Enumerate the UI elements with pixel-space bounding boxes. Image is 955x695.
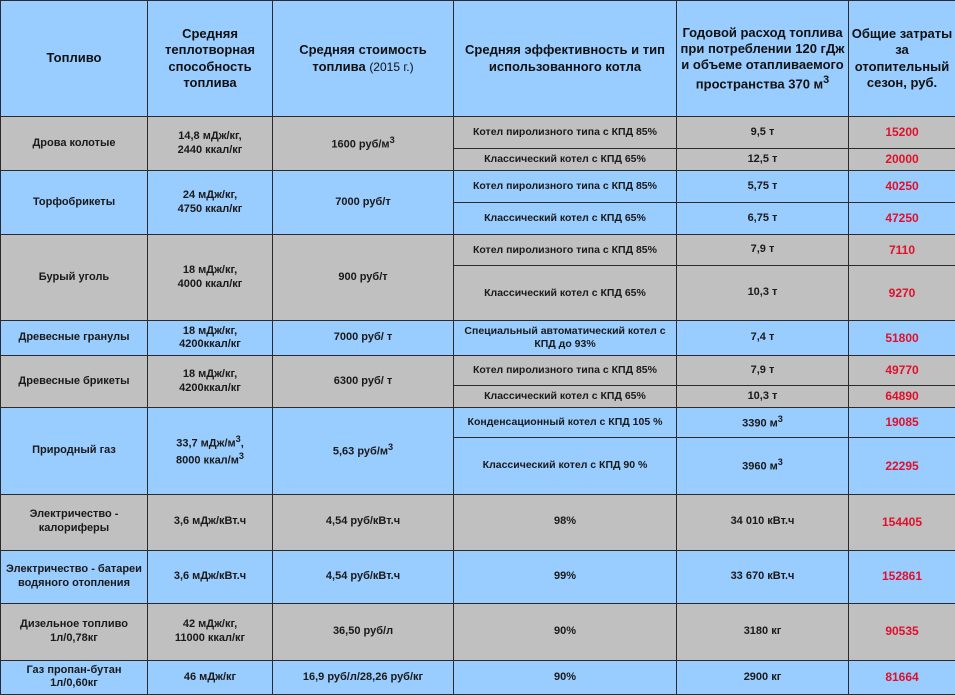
calorific-value: 18 мДж/кг, 4200ккал/кг xyxy=(148,356,273,408)
fuel-price: 36,50 руб/л xyxy=(273,603,454,660)
boiler-type: Классический котел с КПД 65% xyxy=(454,266,677,321)
fuel-name: Электричество - калориферы xyxy=(1,494,148,550)
boiler-type: Конденсационный котел с КПД 105 % xyxy=(454,408,677,438)
annual-use: 12,5 т xyxy=(677,149,849,171)
calorific-value: 18 мДж/кг, 4200ккал/кг xyxy=(148,321,273,356)
header-efficiency: Средняя эффективность и тип использованного котла xyxy=(454,1,677,117)
table-row xyxy=(1,356,955,386)
boiler-type: Котел пиролизного типа с КПД 85% xyxy=(454,235,677,266)
boiler-type: Классический котел с КПД 65% xyxy=(454,386,677,408)
annual-use: 10,3 т xyxy=(677,266,849,321)
fuel-price: 4,54 руб/кВт.ч xyxy=(273,494,454,550)
boiler-type: Классический котел с КПД 65% xyxy=(454,149,677,171)
table-row xyxy=(1,171,955,203)
boiler-type: 98% xyxy=(454,494,677,550)
annual-use: 9,5 т xyxy=(677,117,849,149)
table-row xyxy=(1,660,955,694)
annual-use: 3390 $м^3$ xyxy=(677,408,849,438)
annual-use: 33 670 кВт.ч xyxy=(677,550,849,603)
boiler-type: 90% xyxy=(454,603,677,660)
fuel-price: 1600 руб/$м^3$ xyxy=(273,117,454,171)
boiler-type: Котел пиролизного типа с КПД 85% xyxy=(454,117,677,149)
total-cost: 154405 xyxy=(849,494,955,550)
header-calorific: Средняя теплотворная способность топлива xyxy=(148,1,273,117)
fuel-name: Газ пропан-бутан 1л/0,60кг xyxy=(1,660,148,694)
total-cost: 47250 xyxy=(849,203,955,235)
total-cost: 90535 xyxy=(849,603,955,660)
calorific-value: 3,6 мДж/кВт.ч xyxy=(148,550,273,603)
total-cost: 9270 xyxy=(849,266,955,321)
header-fuel: Топливо xyxy=(1,1,148,117)
annual-use: 5,75 т xyxy=(677,171,849,203)
table-row xyxy=(1,408,955,438)
table-row xyxy=(1,603,955,660)
calorific-value: 14,8 мДж/кг, 2440 ккал/кг xyxy=(148,117,273,171)
total-cost: 81664 xyxy=(849,660,955,694)
boiler-type: Классический котел с КПД 90 % xyxy=(454,438,677,494)
total-cost: 40250 xyxy=(849,171,955,203)
annual-use: 7,9 т xyxy=(677,235,849,266)
total-cost: 152861 xyxy=(849,550,955,603)
header-total-cost: Общие затраты за отопительный сезон, руб. xyxy=(849,1,955,117)
annual-use: 7,4 т xyxy=(677,321,849,356)
header-row xyxy=(1,1,955,117)
annual-use: 2900 кг xyxy=(677,660,849,694)
calorific-value: 18 мДж/кг, 4000 ккал/кг xyxy=(148,235,273,321)
table-row xyxy=(1,117,955,149)
fuel-price: 7000 руб/т xyxy=(273,171,454,235)
calorific-value: 3,6 мДж/кВт.ч xyxy=(148,494,273,550)
boiler-type: 90% xyxy=(454,660,677,694)
total-cost: 49770 xyxy=(849,356,955,386)
boiler-type: Котел пиролизного типа с КПД 85% xyxy=(454,171,677,203)
fuel-name: Дрова колотые xyxy=(1,117,148,171)
fuel-price: 5,63 руб/$м^3$ xyxy=(273,408,454,494)
total-cost: 7110 xyxy=(849,235,955,266)
table-row xyxy=(1,494,955,550)
boiler-type: Специальный автоматический котел с КПД до 93% xyxy=(454,321,677,356)
fuel-name: Древесные брикеты xyxy=(1,356,148,408)
calorific-value: 46 мДж/кг xyxy=(148,660,273,694)
calorific-value: 24 мДж/кг, 4750 ккал/кг xyxy=(148,171,273,235)
total-cost: 64890 xyxy=(849,386,955,408)
fuel-name: Электричество - батареи водяного отопления xyxy=(1,550,148,603)
fuel-price: 900 руб/т xyxy=(273,235,454,321)
fuel-name: Природный газ xyxy=(1,408,148,494)
fuel-name: Дизельное топливо 1л/0,78кг xyxy=(1,603,148,660)
total-cost: 20000 xyxy=(849,149,955,171)
fuel-name: Бурый уголь xyxy=(1,235,148,321)
fuel-price: 4,54 руб/кВт.ч xyxy=(273,550,454,603)
boiler-type: 99% xyxy=(454,550,677,603)
annual-use: 34 010 кВт.ч xyxy=(677,494,849,550)
boiler-type: Классический котел с КПД 65% xyxy=(454,203,677,235)
boiler-type: Котел пиролизного типа с КПД 85% xyxy=(454,356,677,386)
annual-use: 3960 $м^3$ xyxy=(677,438,849,494)
table-row xyxy=(1,550,955,603)
annual-use: 6,75 т xyxy=(677,203,849,235)
table-row xyxy=(1,235,955,266)
annual-use: 10,3 т xyxy=(677,386,849,408)
header-annual-use: Годовой расход топлива при потреблении 120 гДж и объеме отапливаемого пространства 370 $м^3$ xyxy=(677,1,849,117)
fuel-name: Торфобрикеты xyxy=(1,171,148,235)
total-cost: 15200 xyxy=(849,117,955,149)
fuel-price: 16,9 руб/л/28,26 руб/кг xyxy=(273,660,454,694)
table-row xyxy=(1,321,955,356)
fuel-name: Древесные гранулы xyxy=(1,321,148,356)
annual-use: 3180 кг xyxy=(677,603,849,660)
fuel-price: 7000 руб/ т xyxy=(273,321,454,356)
total-cost: 22295 xyxy=(849,438,955,494)
annual-use: 7,9 т xyxy=(677,356,849,386)
header-cost: Средняя стоимость топлива (2015 г.) xyxy=(273,1,454,117)
total-cost: 51800 xyxy=(849,321,955,356)
fuel-price: 6300 руб/ т xyxy=(273,356,454,408)
calorific-value: 33,7 мДж/$м^3$, 8000 ккал/$м^3$ xyxy=(148,408,273,494)
total-cost: 19085 xyxy=(849,408,955,438)
calorific-value: 42 мДж/кг, 11000 ккал/кг xyxy=(148,603,273,660)
